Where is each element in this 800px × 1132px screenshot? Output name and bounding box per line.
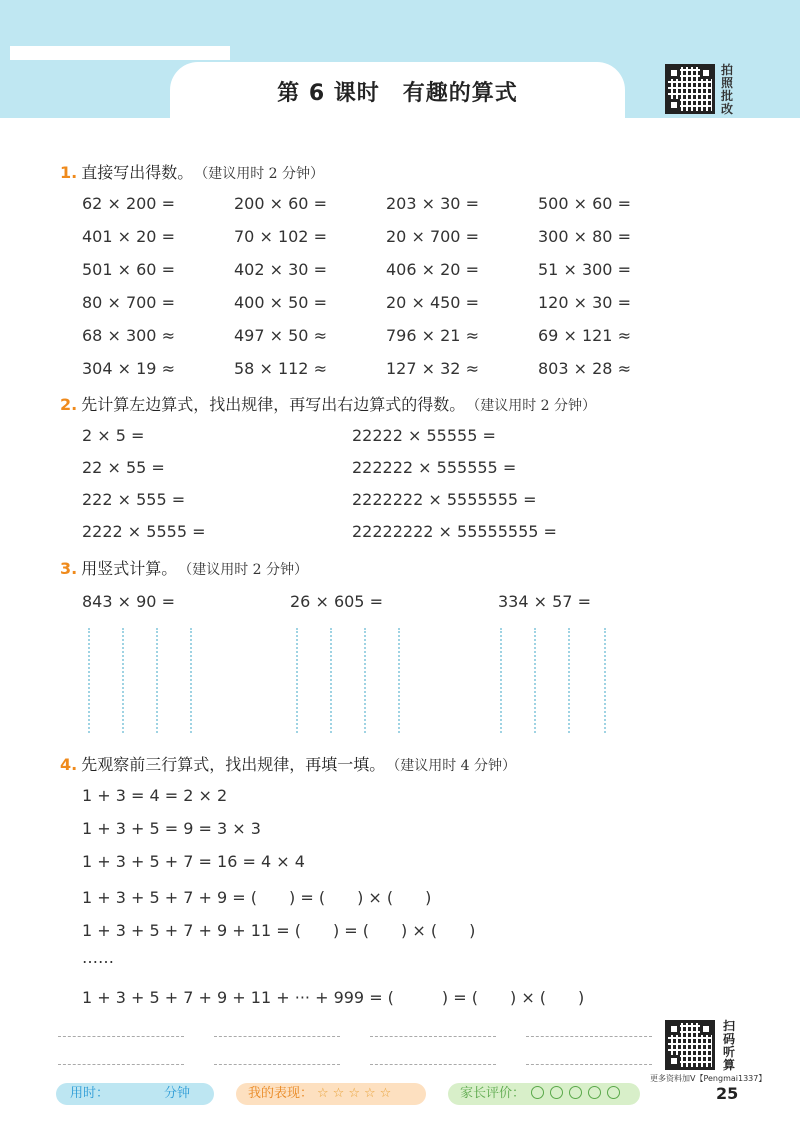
star-icon[interactable]: ☆	[363, 1086, 376, 1101]
scratch-line	[214, 1064, 340, 1065]
page-number: 25	[716, 1084, 739, 1103]
scratch-line	[370, 1036, 496, 1037]
scratch-line	[370, 1064, 496, 1065]
q3-expr: 26 × 605 =	[290, 592, 383, 611]
q4-line: 1 + 3 = 4 = 2 × 2	[82, 786, 228, 805]
smiley-icon[interactable]	[569, 1086, 582, 1099]
star-icon[interactable]: ☆	[348, 1086, 360, 1101]
parent-label: 家长评价：	[460, 1086, 526, 1101]
header-decor-strip	[10, 46, 230, 60]
qr-bottom-char: 听	[722, 1045, 735, 1059]
qr-bottom-char: 算	[722, 1058, 735, 1072]
q1-expr: 401 × 20 =	[82, 227, 175, 246]
page-title: 第 6 课时 有趣的算式	[277, 81, 518, 106]
q2-prompt: 先计算左边算式，找出规律，再写出右边算式的得数。	[81, 395, 466, 414]
work-area-guide	[604, 628, 606, 733]
q1-expr: 127 × 32 ≈	[386, 359, 479, 378]
time-used-pill	[56, 1083, 214, 1105]
q1-expr: 406 × 20 =	[386, 260, 479, 279]
qr-bottom-char: 码	[722, 1032, 735, 1046]
performance-label: 我的表现：	[248, 1086, 314, 1101]
qr-bottom-label	[722, 1020, 736, 1072]
qr-top-char: 照	[720, 76, 733, 90]
scratch-line	[58, 1036, 184, 1037]
q4-line[interactable]: 1 + 3 + 5 + 7 + 9 + 11 + ··· + 999 = ( ) = ( ) × ( )	[82, 988, 585, 1007]
qr-top-char: 拍	[720, 63, 733, 77]
q1-heading	[60, 160, 324, 183]
q1-hint: （建议用时 2 分钟）	[201, 166, 325, 182]
q1-expr: 200 × 60 =	[234, 194, 327, 213]
q2-right-expr: 222222 × 555555 =	[352, 458, 517, 477]
work-area-guide	[364, 628, 366, 733]
q1-expr: 20 × 450 =	[386, 293, 479, 312]
q1-expr: 20 × 700 =	[386, 227, 479, 246]
smiley-icon[interactable]	[588, 1086, 601, 1099]
star-icon[interactable]: ☆	[317, 1086, 329, 1101]
q3-number: 3.	[60, 559, 78, 578]
work-area-guide	[534, 628, 536, 733]
work-area-guide	[156, 628, 158, 733]
q1-expr: 58 × 112 ≈	[234, 359, 327, 378]
q2-hint: （建议用时 2 分钟）	[473, 398, 597, 414]
qr-top-char: 改	[720, 102, 733, 116]
parent-evaluation-pill	[448, 1083, 640, 1105]
work-area-guide	[122, 628, 124, 733]
q1-expr: 501 × 60 =	[82, 260, 175, 279]
smiley-icon[interactable]	[607, 1086, 620, 1099]
q1-expr: 51 × 300 =	[538, 260, 631, 279]
qr-bottom-char: 扫	[722, 1019, 735, 1033]
work-area-guide	[568, 628, 570, 733]
q1-expr: 400 × 50 =	[234, 293, 327, 312]
q1-expr: 70 × 102 =	[234, 227, 327, 246]
q4-ellipsis: ……	[82, 948, 114, 967]
q2-left-expr: 222 × 555 =	[82, 490, 186, 509]
qr-top-char: 批	[720, 89, 733, 103]
work-area-guide	[296, 628, 298, 733]
q1-expr: 80 × 700 =	[82, 293, 175, 312]
q1-expr: 803 × 28 ≈	[538, 359, 631, 378]
q2-right-expr: 2222222 × 5555555 =	[352, 490, 537, 509]
q3-expr: 843 × 90 =	[82, 592, 175, 611]
work-area-guide	[190, 628, 192, 733]
q3-expr: 334 × 57 =	[498, 592, 591, 611]
q1-expr: 62 × 200 =	[82, 194, 175, 213]
q2-left-expr: 22 × 55 =	[82, 458, 165, 477]
scratch-line	[214, 1036, 340, 1037]
q1-expr: 402 × 30 =	[234, 260, 327, 279]
q3-prompt: 用竖式计算。	[81, 559, 178, 578]
smiley-icon[interactable]	[550, 1086, 563, 1099]
q2-heading	[60, 392, 596, 415]
q1-expr: 68 × 300 ≈	[82, 326, 175, 345]
q1-expr: 304 × 19 ≈	[82, 359, 175, 378]
q1-expr: 500 × 60 =	[538, 194, 631, 213]
star-icon[interactable]: ☆	[379, 1086, 392, 1101]
star-icon[interactable]: ☆	[332, 1086, 345, 1101]
q4-line[interactable]: 1 + 3 + 5 + 7 + 9 = ( ) = ( ) × ( )	[82, 888, 432, 907]
q4-line[interactable]: 1 + 3 + 5 + 7 + 9 + 11 = ( ) = ( ) × ( )	[82, 921, 476, 940]
qr-code-icon[interactable]	[665, 64, 715, 114]
q1-number: 1.	[60, 163, 78, 182]
performance-pill	[236, 1083, 426, 1105]
q4-heading	[60, 752, 516, 775]
brand-text: 更多资料加V【Pengmai1337】	[650, 1074, 767, 1083]
scratch-line	[526, 1064, 652, 1065]
q1-expr: 69 × 121 ≈	[538, 326, 631, 345]
q4-prompt: 先观察前三行算式，找出规律，再填一填。	[81, 755, 386, 774]
work-area-guide	[88, 628, 90, 733]
q1-expr: 497 × 50 ≈	[234, 326, 327, 345]
q1-expr: 120 × 30 =	[538, 293, 631, 312]
work-area-guide	[330, 628, 332, 733]
q2-left-expr: 2 × 5 =	[82, 426, 145, 445]
q4-line: 1 + 3 + 5 = 9 = 3 × 3	[82, 819, 261, 838]
q2-right-expr: 22222 × 55555 =	[352, 426, 496, 445]
work-area-guide	[500, 628, 502, 733]
time-label: 用时：	[70, 1086, 110, 1101]
q1-expr: 300 × 80 =	[538, 227, 631, 246]
q3-hint: （建议用时 2 分钟）	[185, 562, 309, 578]
time-unit: 分钟	[164, 1086, 191, 1101]
q2-number: 2.	[60, 395, 78, 414]
qr-top-label	[720, 64, 734, 116]
work-area-guide	[398, 628, 400, 733]
scratch-line	[58, 1064, 184, 1065]
smiley-icon[interactable]	[531, 1086, 544, 1099]
q1-prompt: 直接写出得数。	[81, 163, 194, 182]
qr-code-icon[interactable]	[665, 1020, 715, 1070]
q4-hint: （建议用时 4 分钟）	[393, 758, 517, 774]
q3-heading	[60, 556, 308, 579]
q4-number: 4.	[60, 755, 78, 774]
q1-expr: 796 × 21 ≈	[386, 326, 479, 345]
q4-line: 1 + 3 + 5 + 7 = 16 = 4 × 4	[82, 852, 305, 871]
scratch-line	[526, 1036, 652, 1037]
q2-left-expr: 2222 × 5555 =	[82, 522, 206, 541]
q1-expr: 203 × 30 =	[386, 194, 479, 213]
q2-right-expr: 22222222 × 55555555 =	[352, 522, 557, 541]
